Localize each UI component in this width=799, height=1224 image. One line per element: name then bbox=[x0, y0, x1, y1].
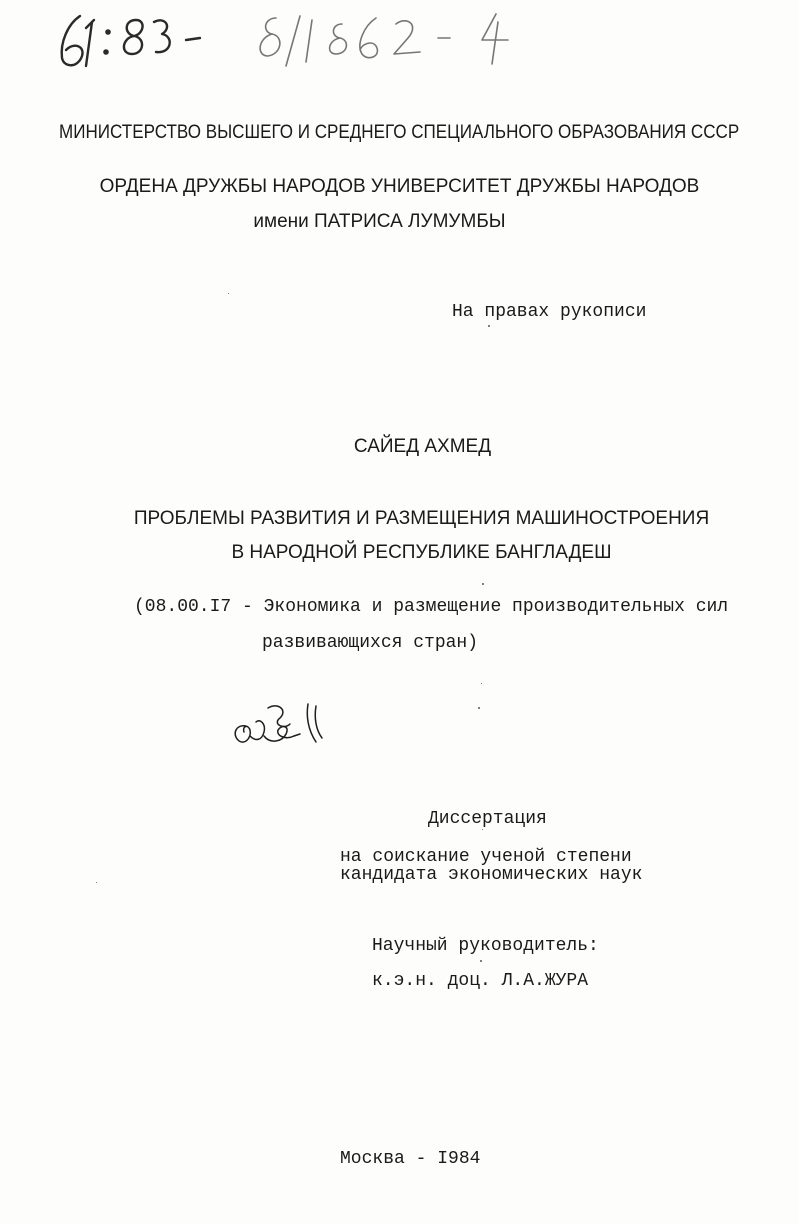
scan-speck bbox=[480, 960, 482, 962]
degree-line2: кандидата экономических наук bbox=[340, 865, 643, 885]
scan-speck bbox=[478, 707, 480, 709]
scan-speck bbox=[488, 325, 490, 327]
advisor-label: Научный руководитель: bbox=[372, 936, 599, 956]
ministry-heading: МИНИСТЕРСТВО ВЫСШЕГО И СРЕДНЕГО СПЕЦИАЛЬНОГО ОБРАЗОВАНИЯ СССР bbox=[59, 122, 740, 143]
author-name: САЙЕД АХМЕД bbox=[353, 436, 492, 457]
specialty-line2: развивающихся стран) bbox=[262, 633, 479, 653]
scan-speck bbox=[482, 829, 483, 830]
university-heading-line2: имени ПАТРИСА ЛУМУМБЫ bbox=[253, 211, 506, 232]
university-heading-line1: ОРДЕНА ДРУЖБЫ НАРОДОВ УНИВЕРСИТЕТ ДРУЖБЫ НАРОДОВ bbox=[99, 176, 700, 197]
title-line2: В НАРОДНОЙ РЕСПУБЛИКЕ БАНГЛАДЕШ bbox=[231, 542, 612, 563]
specialty-line1: (08.00.I7 - Экономика и размещение производительных сил bbox=[134, 597, 729, 617]
manuscript-note: На правах рукописи bbox=[452, 302, 647, 322]
degree-line1: на соискание ученой степени bbox=[340, 847, 632, 867]
scan-speck bbox=[481, 683, 482, 684]
advisor-name: к.э.н. доц. Л.А.ЖУРА bbox=[372, 971, 589, 991]
title-line1: ПРОБЛЕМЫ РАЗВИТИЯ И РАЗМЕЩЕНИЯ МАШИНОСТРОЕНИЯ bbox=[133, 508, 710, 529]
city-year: Москва - I984 bbox=[340, 1149, 481, 1169]
scan-speck bbox=[228, 293, 229, 294]
archive-handwritten-mark bbox=[50, 2, 520, 82]
dissertation-label: Диссертация bbox=[428, 809, 547, 829]
handwritten-signature bbox=[228, 696, 328, 752]
scan-speck bbox=[482, 583, 484, 585]
scan-speck bbox=[96, 882, 97, 883]
